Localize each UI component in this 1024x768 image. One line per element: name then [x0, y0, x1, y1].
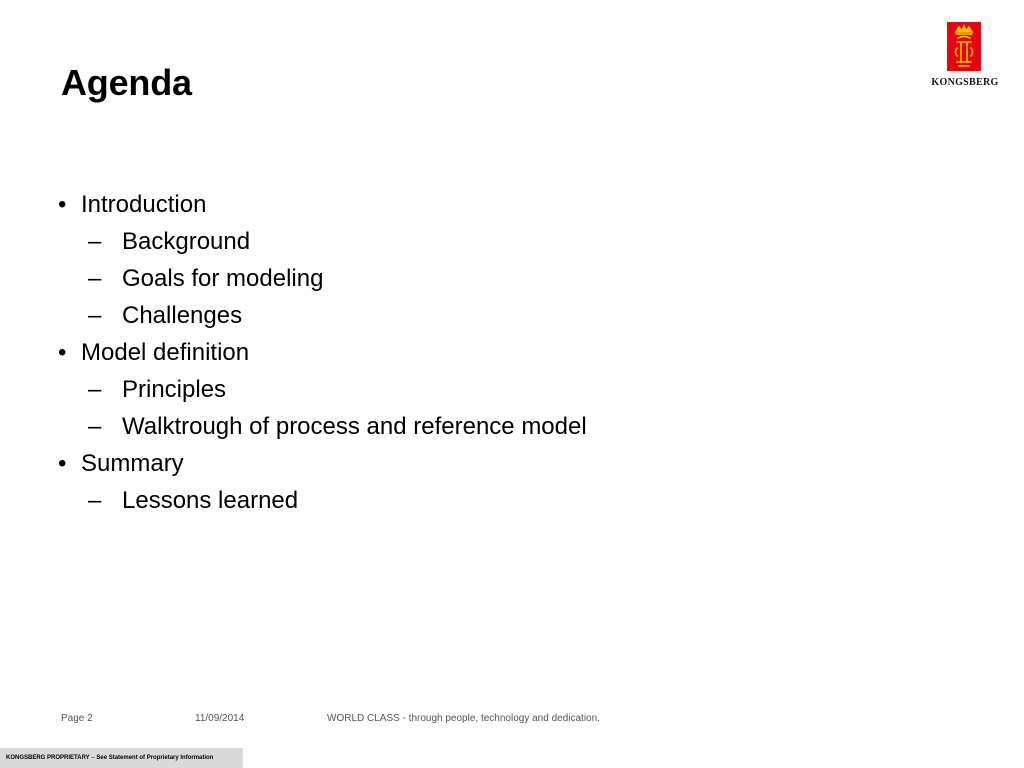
agenda-item-text: Introduction — [81, 191, 207, 218]
dash-icon: – — [88, 228, 102, 255]
slide-title: Agenda — [61, 62, 192, 103]
dash-icon: – — [88, 487, 102, 514]
agenda-item — [58, 186, 587, 223]
agenda-subitem — [58, 223, 587, 260]
agenda-item-text: Principles — [122, 376, 227, 403]
agenda-item — [58, 334, 587, 371]
agenda-item-text: Goals for modeling — [122, 265, 324, 292]
agenda-item-text: Model definition — [81, 339, 250, 366]
crown-emblem-icon — [947, 22, 981, 71]
logo-wordmark: KONGSBERG — [931, 77, 999, 88]
agenda-subitem — [58, 482, 587, 519]
dash-icon: – — [88, 265, 102, 292]
proprietary-note: See Statement of Proprietary Information — [96, 755, 214, 761]
footer-tagline: WORLD CLASS - through people, technology and dedication. — [327, 713, 600, 724]
dash-icon: – — [88, 302, 102, 329]
proprietary-notice — [0, 748, 243, 768]
agenda-subitem — [58, 371, 587, 408]
agenda-item-text: Summary — [81, 450, 184, 477]
bullet-icon: • — [58, 339, 67, 366]
kongsberg-logo — [930, 22, 1000, 92]
agenda-item-text: Challenges — [122, 302, 243, 329]
bullet-icon: • — [58, 450, 67, 477]
agenda-list — [58, 186, 587, 519]
agenda-item-text: Walktrough of process and reference model — [122, 413, 587, 440]
agenda-item-text: Background — [122, 228, 251, 255]
page-number: Page 2 — [61, 713, 93, 724]
agenda-subitem — [58, 260, 587, 297]
footer-date: 11/09/2014 — [195, 713, 245, 724]
agenda-item — [58, 445, 587, 482]
bullet-icon: • — [58, 191, 67, 218]
dash-icon: – — [88, 376, 102, 403]
agenda-subitem — [58, 408, 587, 445]
dash-icon: – — [88, 413, 102, 440]
agenda-item-text: Lessons learned — [122, 487, 299, 514]
agenda-subitem — [58, 297, 587, 334]
proprietary-separator: – — [89, 755, 97, 761]
proprietary-label: KONGSBERG PROPRIETARY — [6, 755, 90, 761]
